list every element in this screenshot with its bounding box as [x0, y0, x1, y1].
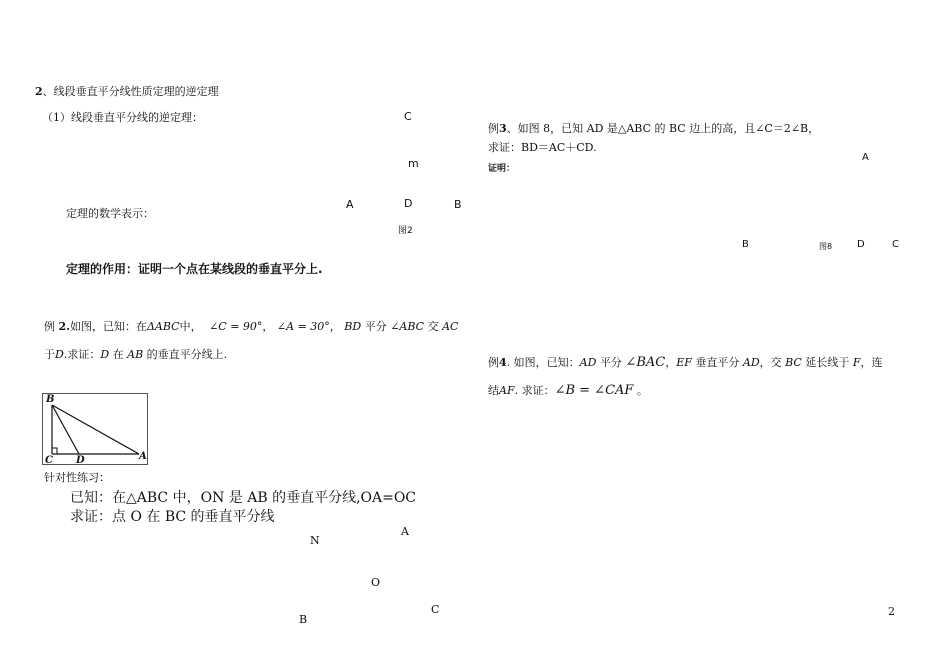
ex3-proof-label: 证明：	[488, 164, 516, 174]
ex2-angle-abc: ∠ABC	[390, 320, 425, 333]
practice-label-b: B	[299, 613, 308, 626]
section-title: 、线段垂直平分线性质定理的逆定理	[42, 85, 219, 98]
theorem-use: 定理的作用：证明一个点在某线段的垂直平分上.	[66, 262, 323, 276]
fig2-caption: 图2	[398, 226, 413, 236]
example-2-line-1	[44, 321, 458, 332]
ex4-g: ，连	[860, 356, 883, 369]
ex4-l2-c: 。	[633, 384, 648, 397]
ex2-bd: BD	[344, 320, 362, 333]
section-number: 2	[35, 85, 43, 98]
practice-label-c: C	[431, 603, 440, 616]
example-3-line-2: 求证：BD＝AC＋CD.	[488, 141, 597, 154]
fig8-label-a: A	[862, 152, 869, 163]
ex2-l2-ab: AB	[127, 348, 144, 361]
page-number: 2	[888, 605, 895, 618]
tri-label-a: A	[139, 451, 147, 462]
ex2-l2-end: 的垂直平分线上.	[143, 348, 228, 361]
ex2-l2-b: .求证：	[63, 348, 101, 361]
ex2-text-a: 如图，已知：在	[69, 320, 147, 333]
practice-label-n: N	[310, 534, 320, 547]
example-2-line-2	[44, 349, 227, 360]
ex4-l2-af: AF	[499, 384, 515, 397]
ex2-angle-c: ∠C = 90°	[209, 320, 263, 333]
ex3-prefix: 例	[488, 122, 499, 135]
ex2-bisect: 平分	[361, 320, 391, 333]
practice-label-a: A	[401, 525, 409, 538]
ex2-l2-c: 在	[109, 348, 128, 361]
ex4-number: 4	[499, 356, 507, 369]
practice-heading: 针对性练习：	[44, 471, 110, 484]
ex2-ac: AC	[442, 320, 459, 333]
ex3-text: 、如图 8，已知 AD 是△ABC 的 BC 边上的高，且∠C＝2∠B，	[506, 122, 820, 135]
ex4-angle-bac: ∠BAC	[625, 355, 666, 370]
section-heading	[35, 86, 219, 97]
ex4-c: ，	[665, 356, 677, 369]
fig2-label-a: A	[346, 198, 354, 211]
ex3-number: 3	[499, 122, 507, 135]
ex4-ad: AD	[579, 356, 597, 369]
fig8-label-b: B	[742, 239, 749, 250]
fig8-label-d: D	[857, 239, 865, 250]
tri-label-c: C	[45, 455, 53, 466]
triangle-diagram	[43, 394, 149, 466]
ex2-prefix: 例	[44, 320, 55, 333]
right-angle-mark	[52, 448, 57, 454]
fig8-caption: 图8	[819, 242, 833, 251]
ex4-f: 延长线于	[801, 356, 853, 369]
ex2-angle-a: ∠A = 30°	[276, 320, 330, 333]
ex4-ef: EF	[676, 356, 692, 369]
ex4-e: ，交	[759, 356, 786, 369]
ex2-text-b: 中，	[179, 320, 202, 333]
ex2-triangle: ΔABC	[146, 320, 180, 333]
ex4-ad2: AD	[742, 356, 760, 369]
tri-label-b: B	[46, 394, 55, 405]
ex4-bc: BC	[785, 356, 802, 369]
ex2-jiao: 交	[424, 320, 443, 333]
fig8-label-c: C	[892, 239, 899, 250]
example-4-line-2	[488, 384, 648, 397]
ex4-prefix: 例	[488, 356, 499, 369]
ex4-F: F	[852, 356, 861, 369]
example-3-line-1	[488, 123, 819, 134]
ex2-comma-2: ，	[329, 320, 341, 333]
item-1-inverse-theorem: （1）线段垂直平分线的逆定理：	[42, 111, 203, 124]
fig2-label-c: C	[404, 110, 412, 123]
practice-prove: 求证：点 O 在 BC 的垂直平分线	[70, 509, 275, 525]
ex2-l2-d2: D	[100, 348, 110, 361]
practice-label-o: O	[371, 576, 381, 589]
ex2-l2-d: D	[55, 348, 64, 361]
math-representation-label: 定理的数学表示：	[66, 207, 154, 220]
tri-label-d: D	[76, 455, 85, 466]
triangle-figure	[42, 393, 148, 465]
ex4-l2-eq: ∠B = ∠CAF	[554, 383, 634, 398]
ex4-l2-b: . 求证：	[514, 384, 555, 397]
example-4-line-1	[488, 356, 883, 369]
fig2-label-b: B	[454, 198, 462, 211]
fig2-label-m: m	[408, 157, 419, 170]
ex4-d: 垂直平分	[691, 356, 743, 369]
ex2-comma-1: ，	[262, 320, 274, 333]
practice-given: 已知：在△ABC 中，ON 是 AB 的垂直平分线,OA=OC	[70, 490, 417, 506]
ex4-a: . 如图，已知：	[506, 356, 580, 369]
ex4-b: 平分	[596, 356, 626, 369]
fig2-label-d: D	[404, 197, 413, 210]
ex4-l2-a: 结	[488, 384, 499, 397]
ex2-number: 2.	[58, 320, 70, 333]
ex2-l2-a: 于	[44, 348, 55, 361]
